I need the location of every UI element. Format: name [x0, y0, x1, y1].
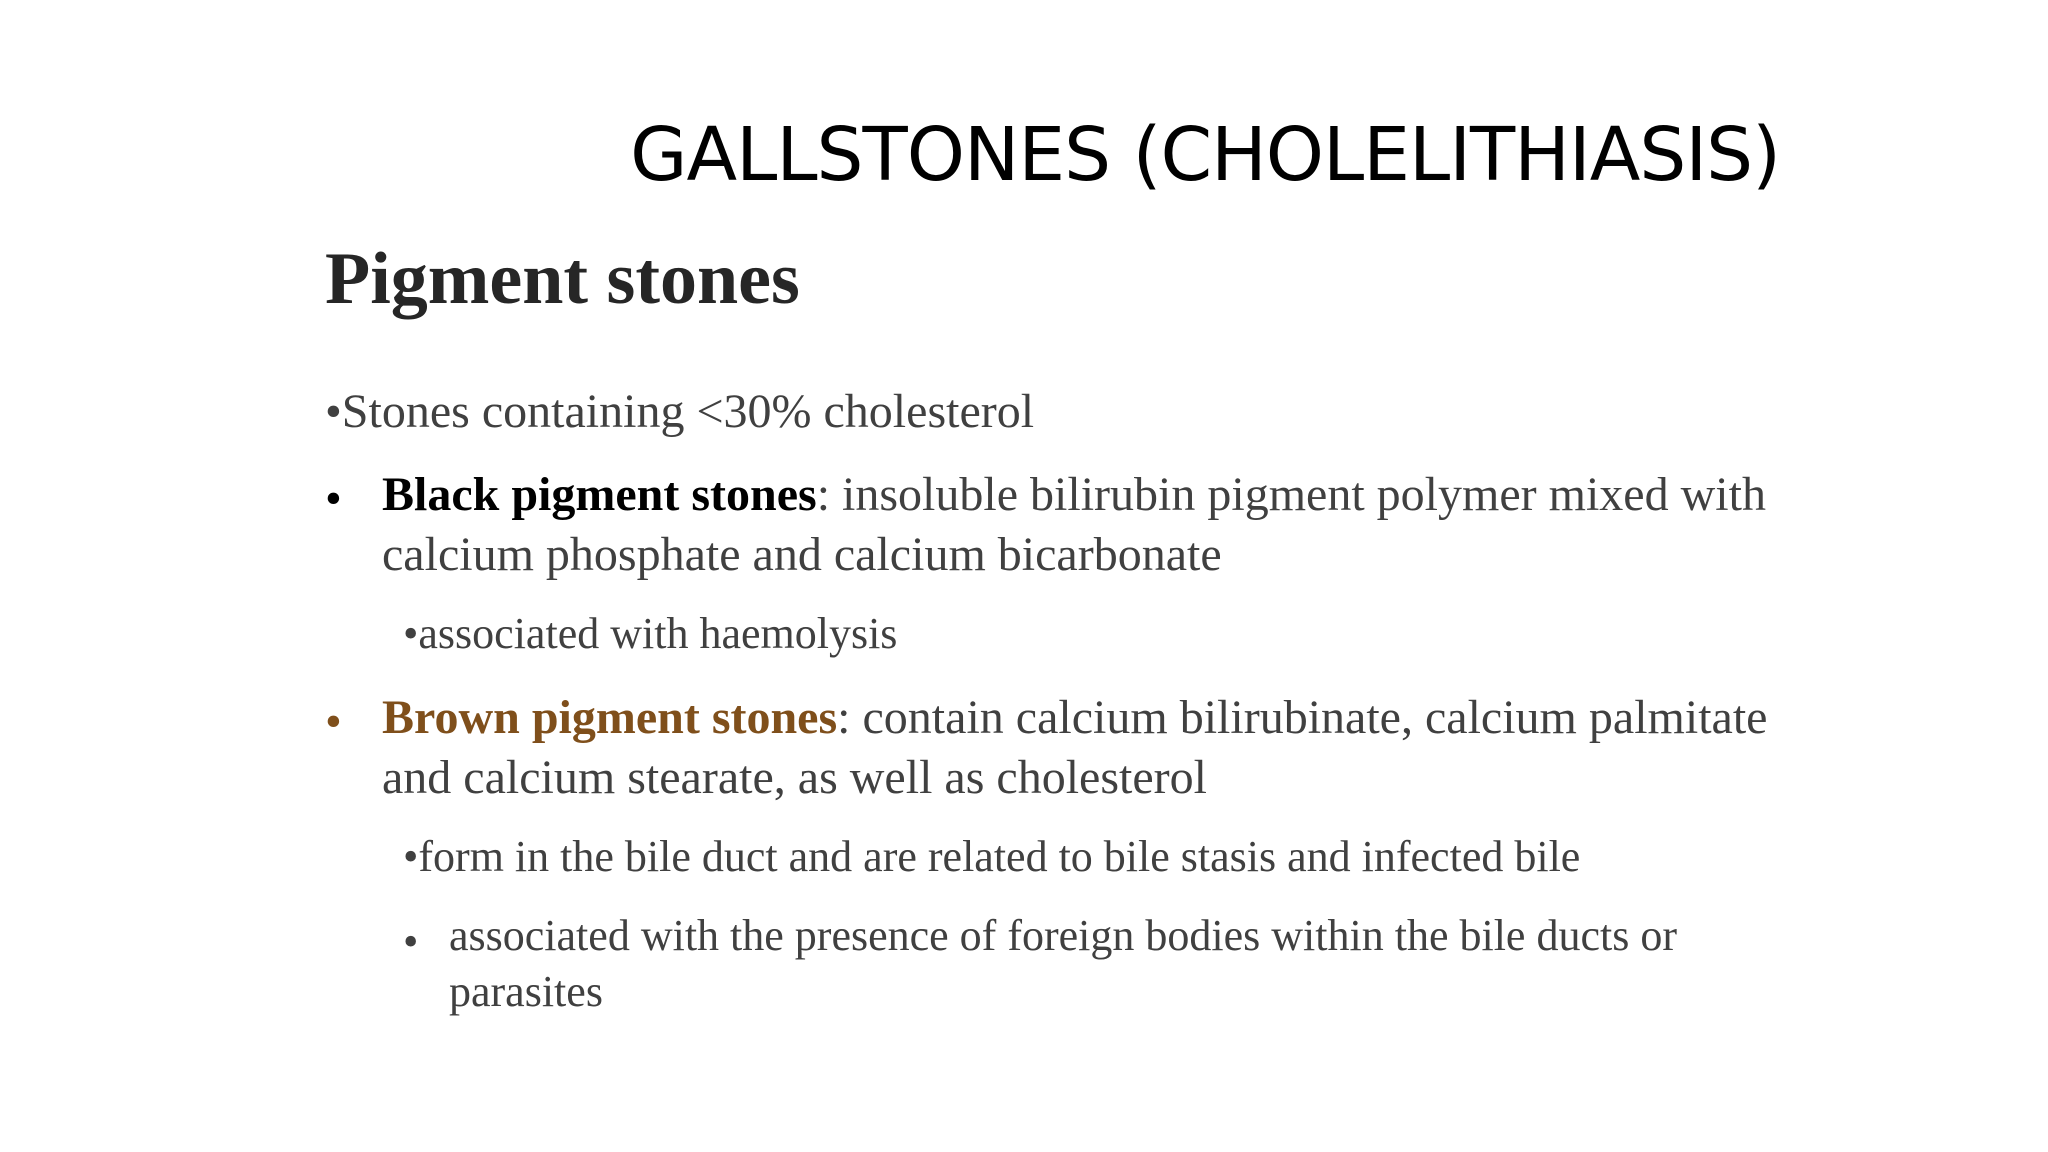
section-heading: Pigment stones — [325, 238, 800, 320]
sub-bullet-bile-duct: •form in the bile duct and are related to bile stasis and infected bile — [403, 832, 1581, 881]
desc-black-pigment-stones: : insoluble bilirubin pigment polymer mixed with calcium phosphate and calcium bicarbonate — [382, 468, 1766, 581]
bullet-cholesterol-threshold: •Stones containing <30% cholesterol — [325, 385, 1035, 438]
bullet-marker-black: • — [325, 472, 342, 525]
bullet-black-pigment-stones — [382, 465, 1802, 585]
slide-title: GALLSTONES (CHOLELITHIASIS) — [630, 112, 1780, 198]
bullet-marker-brown: • — [325, 695, 342, 748]
bullet-brown-pigment-stones — [382, 688, 1802, 808]
bullet-marker-sub: • — [403, 917, 419, 966]
term-brown-pigment-stones: Brown pigment stones — [382, 691, 838, 744]
desc-brown-pigment-stones: : contain calcium bilirubinate, calcium palmitate and calcium stearate, as well as cholesterol — [382, 691, 1768, 804]
term-black-pigment-stones: Black pigment stones — [382, 468, 817, 521]
sub-bullet-foreign-bodies: associated with the presence of foreign bodies within the bile ducts or parasites — [449, 911, 1677, 1016]
sub-bullet-haemolysis: •associated with haemolysis — [403, 609, 898, 658]
